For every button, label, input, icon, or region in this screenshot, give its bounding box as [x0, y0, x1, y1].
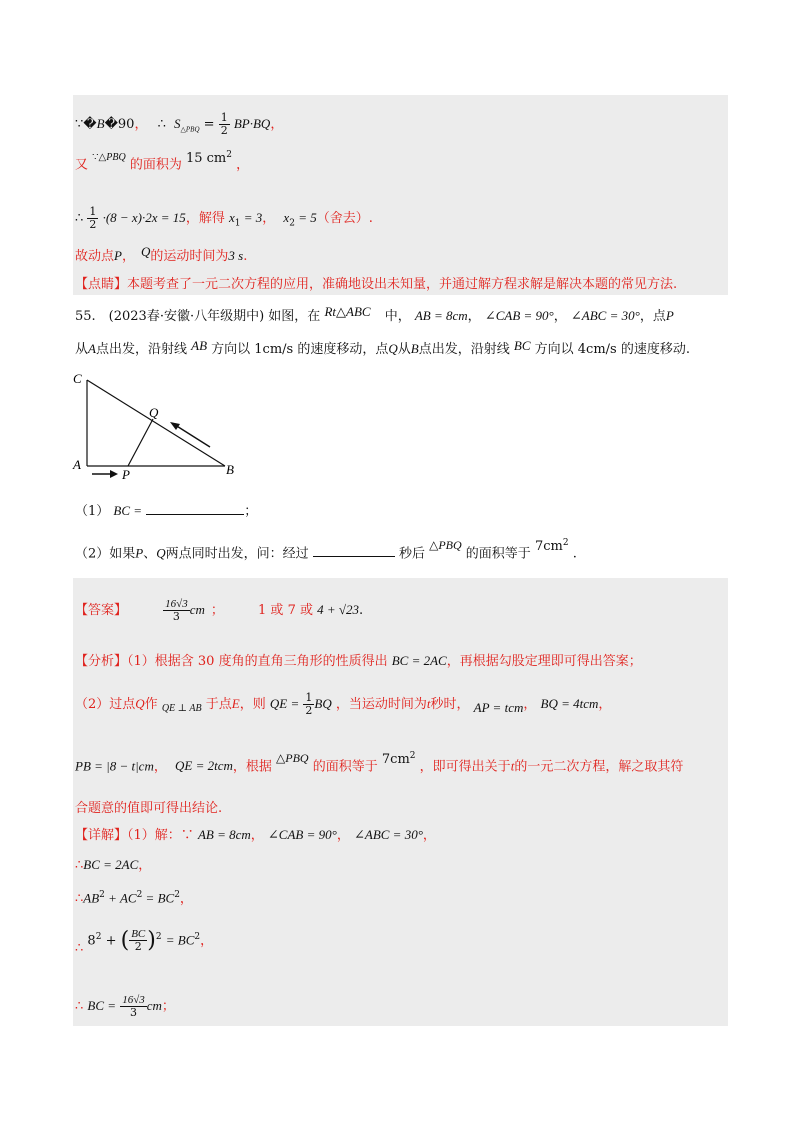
fraction-16root3-over-3-b: $\frac{16√3}{3}$ [122, 994, 145, 1019]
fraction-16root3-over-3: $\frac{16√3}{3}$ [165, 598, 188, 623]
arrowhead-q [170, 422, 180, 430]
side-cb [87, 380, 225, 466]
label-b: B [226, 462, 234, 477]
fraction-bc-over-2: $\frac{BC}{2}$ [131, 928, 146, 954]
fraction-half-2: $\frac{1}{2}$ [89, 205, 97, 231]
detail-line-2: ∴BC = 2AC， [75, 857, 152, 873]
detail-line-1: 【详解】（1）解：∵ AB = 8cm， ∠CAB = 90°， ∠ABC = 30°， [75, 827, 436, 843]
label-a: A [73, 457, 81, 472]
detail-line-3: $\therefore AB^2 + AC^2 = BC^2$， [75, 890, 193, 907]
fraction-half: $\frac{1}{2}$ [220, 111, 228, 137]
detail-line-5: ∴ BC = $\frac{16√3}{3}$ cm； [75, 994, 175, 1019]
solution-line-2: 又 $^{\because\triangle PBQ}$ 的面积为 15 $cm^2$ ， [75, 150, 250, 173]
label-p: P [122, 467, 130, 480]
analysis-line-2: （2）过点Q作 $_{QE \perp AB}$ 于点E，则 QE = $\frac{1}{2}$ BQ ，当运动时间为t秒时， AP = tcm， BQ = 4tcm， [75, 691, 612, 717]
solution-line-1: ∵�B�90， ∴ $S_{\triangle PBQ}$ = $\frac{1}{2}$ BP·BQ， [75, 111, 284, 137]
analysis-line-3: PB = |8 − t|cm， QE = 2tcm，根据 △PBQ 的面积等于 $7cm^2$ ，即可得出关于t的一元二次方程，解之取其符 [75, 751, 684, 775]
triangle-diagram [70, 370, 250, 480]
label-q: Q [149, 405, 159, 420]
question-line-2: 从A点出发，沿射线 AB 方向以 1cm/s 的速度移动，点Q从B点出发，沿射线 BC 方向以 4cm/s 的速度移动. [75, 338, 690, 357]
fraction-half-3: $\frac{1}{2}$ [305, 691, 313, 717]
arrowhead-p [110, 470, 118, 478]
question-line-1: 55. (2023春·安徽·八年级期中) 如图，在 Rt△ABC 中， AB = 8cm， ∠CAB = 90°， ∠ABC = 30°，点P [75, 304, 674, 324]
subquestion-1: （1） BC = ； [75, 503, 258, 519]
solution-line-3: ∴ $\frac{1}{2}$ ·(8 − x)·2x = 15，解得 $x_1 = 3$， $x_2 = 5$（舍去）. [75, 205, 373, 231]
analysis-line-4: 合题意的值即可得出结论. [75, 801, 223, 816]
answer-blank-2[interactable] [313, 556, 395, 557]
comment-line: 【点睛】本题考查了一元二次方程的应用，准确地设出未知量，并通过解方程求解是解决本题的常见方法. [75, 277, 678, 292]
answer-blank-1[interactable] [146, 514, 244, 515]
label-c: C [73, 371, 82, 386]
segment-pq [128, 419, 153, 466]
paren-close: ) [147, 927, 156, 953]
paren-open: ( [120, 927, 130, 953]
solution-line-4: 故动点P， Q的运动时间为3 s. [75, 244, 248, 264]
analysis-line-1: 【分析】（1）根据含 30 度角的直角三角形的性质得出 BC = 2AC，再根据勾股定理即可得出答案； [75, 653, 642, 669]
subquestion-2: （2）如果P、Q两点同时出发，问：经过 秒后 △PBQ 的面积等于 $7cm^2$ . [75, 538, 577, 562]
detail-line-4: ∴ $8^2$ + ( $\frac{BC}{2}$ )$^2 = BC^2$， [75, 927, 214, 957]
answer-line: 【答案】 $\frac{16√3}{3}$ cm ； 1 或 7 或 4 + √23. [75, 598, 364, 623]
